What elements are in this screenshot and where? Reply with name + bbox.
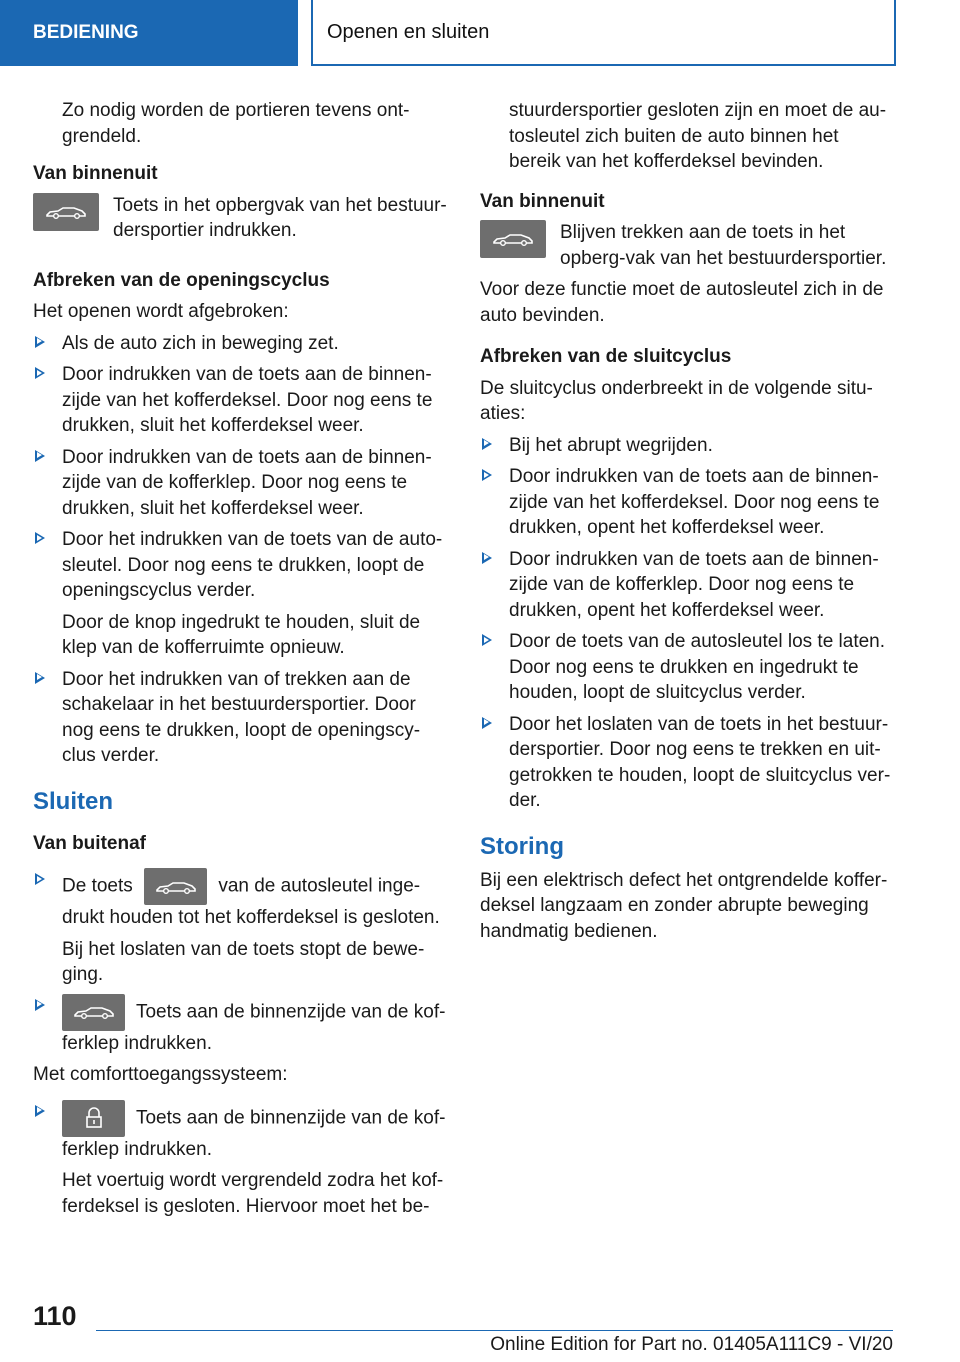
triangle-bullet-icon (482, 469, 492, 481)
triangle-bullet-icon (35, 873, 45, 885)
inside-text: Blijven trekken aan de toets in het opberg-vak van het bestuurdersportier. (560, 222, 887, 269)
abort-close-intro: De sluitcyclus onderbreekt in de volgende situ-aties: (480, 377, 873, 424)
car-tailgate-icon (62, 994, 125, 1031)
section-label: BEDIENING (33, 22, 139, 43)
list-item: Toets aan de binnenzijde van de kof-ferklep indrukken. Het voertuig wordt vergrendeld zodra het kof-ferdeksel is gesloten. Hiervoor moet het be- (33, 1100, 448, 1220)
car-tailgate-icon (33, 193, 99, 231)
heading-inside: Van binnenuit (480, 190, 605, 212)
list-item: Door indrukken van de toets aan de binnen-zijde van de kofferklep. Door nog eens te drukken, opent het kofferdeksel weer. (480, 547, 895, 624)
triangle-bullet-icon (35, 450, 45, 462)
abort-open-list (33, 331, 448, 769)
abort-open-intro: Het openen wordt afgebroken: (33, 301, 289, 322)
lock-icon (62, 1100, 125, 1137)
comfort-intro: Met comforttoegangssysteem: (33, 1064, 288, 1085)
car-tailgate-icon (144, 868, 207, 905)
heading-inside: Van binnenuit (33, 163, 158, 184)
list-item: De toets van de autosleutel inge-drukt houden tot het kofferdeksel is gesloten. Bij het loslaten van de toets stopt de bewe-ging. (33, 868, 448, 988)
heading-abort-open: Afbreken van de openingscyclus (33, 269, 330, 291)
list-item: Door de toets van de autosleutel los te laten. Door nog eens te drukken en ingedrukt te houden, loopt de sluitcyclus verder. (480, 629, 895, 706)
triangle-bullet-icon (35, 532, 45, 544)
list-item: Door het indrukken van de toets van de auto-sleutel. Door nog eens te drukken, loopt de openingscyclus verder. Door de knop ingedrukt te houden, sluit de klep van de kofferruimte opnieuw. (33, 527, 448, 661)
triangle-bullet-icon (35, 999, 45, 1011)
car-tailgate-icon (480, 220, 546, 258)
triangle-bullet-icon (482, 438, 492, 450)
close-list (33, 868, 448, 1056)
heading-close: Sluiten (33, 787, 114, 815)
footer-divider (96, 1330, 893, 1331)
fault-text: Bij een elektrisch defect het ontgrendelde koffer-deksel langzaam en zonder abrupte beweging handmatig bedienen. (480, 869, 888, 942)
list-item: Door indrukken van de toets aan de binnen-zijde van het kofferdeksel. Door nog eens te drukken, sluit het kofferdeksel weer. (33, 362, 448, 439)
abort-close-list (480, 433, 895, 814)
page-title: Openen en sluiten (327, 20, 490, 43)
page-header (311, 0, 896, 66)
right-column (480, 98, 895, 950)
triangle-bullet-icon (35, 672, 45, 684)
triangle-bullet-icon (35, 336, 45, 348)
continued-paragraph: stuurdersportier gesloten zijn en moet de au-tosleutel zich buiten de auto binnen het bereik van het kofferdeksel bevinden. (509, 100, 887, 172)
triangle-bullet-icon (482, 552, 492, 564)
triangle-bullet-icon (482, 717, 492, 729)
inside-text: Toets in het opbergvak van het bestuur-dersportier indrukken. (113, 194, 447, 241)
section-tab (0, 0, 298, 66)
list-item: Door het indrukken van of trekken aan de schakelaar in het bestuurdersportier. Door nog eens te drukken, loopt de openingscy-clus verder. (33, 667, 448, 769)
edition-note: Online Edition for Part no. 01405A111C9 - VI/20 (490, 1334, 893, 1355)
heading-outside: Van buitenaf (33, 832, 146, 854)
list-item: Door indrukken van de toets aan de binnen-zijde van het kofferdeksel. Door nog eens te drukken, opent het kofferdeksel weer. (480, 464, 895, 541)
list-item: Door het loslaten van de toets in het bestuur-dersportier. Door nog eens te trekken en uit-getrokken te houden, loopt de sluitcyclus ver-der. (480, 712, 895, 814)
triangle-bullet-icon (482, 634, 492, 646)
list-item: Bij het abrupt wegrijden. (480, 433, 895, 459)
list-item: Als de auto zich in beweging zet. (33, 331, 448, 357)
list-item: Toets aan de binnenzijde van de kof-ferklep indrukken. (33, 994, 448, 1057)
page-number: 110 (33, 1301, 77, 1331)
inside-row (480, 220, 895, 271)
left-column (33, 98, 448, 1225)
key-note: Voor deze functie moet de autosleutel zich in de auto bevinden. (480, 279, 884, 326)
list-item: Door indrukken van de toets aan de binnen-zijde van de kofferklep. Door nog eens te drukken, sluit het kofferdeksel weer. (33, 445, 448, 522)
heading-fault: Storing (480, 832, 564, 860)
heading-abort-close: Afbreken van de sluitcyclus (480, 346, 732, 367)
triangle-bullet-icon (35, 367, 45, 379)
triangle-bullet-icon (35, 1105, 45, 1117)
comfort-list (33, 1100, 448, 1220)
inside-row (33, 193, 448, 244)
intro-paragraph: Zo nodig worden de portieren tevens ont-grendeld. (62, 100, 410, 147)
